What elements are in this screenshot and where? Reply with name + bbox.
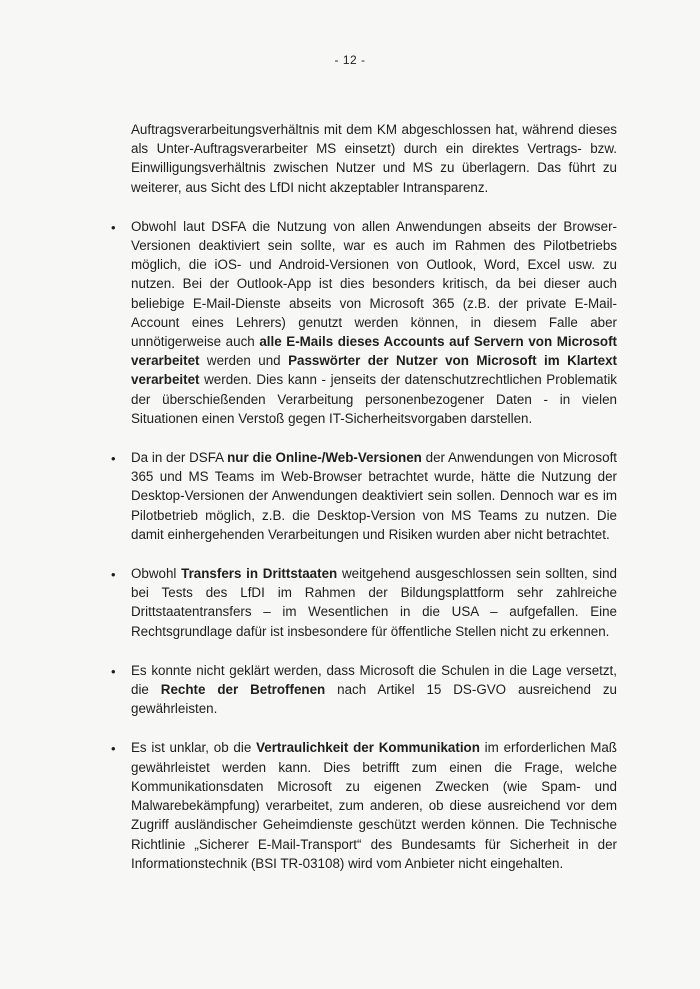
bullet-icon: • <box>111 567 116 583</box>
bullet-text: im erforderlichen Maß gewährleistet werden kann. Dies betrifft zum einen die Frage, welche Kommunikationsdaten Microsoft zu eigenen Zwecken (wie Spam- und Malwarebekämpfung) verarbeitet, zum anderen, ob diese ausreichend vor dem Zugriff ausländischer Geheimdienste geschützt werden können. Die Technische Richtlinie „Sicherer E-Mail-Transport“ des Bundesamts für Sicherheit in der Informationstechnik (BSI TR-03108) wird vom Anbieter nicht eingehalten. <box>131 740 617 871</box>
bullet-text: der Anwendungen von Microsoft 365 und MS Teams im Web-Browser betrachtet wurde, hätte die Nutzung der Desktop-Versionen der Anwendungen deaktiviert sein sollen. Dennoch war es im Pilotbetrieb möglich, z.B. die Desktop-Version von MS Teams zu nutzen. Die damit einhergehenden Verarbeitungen und Risiken wurden aber nicht betrachtet. <box>131 450 618 542</box>
bullet-text: nach Artikel 15 DS-GVO ausreichend zu gewährleisten. <box>131 682 617 717</box>
bullet-text: werden und <box>199 353 289 369</box>
intro-paragraph: Auftragsverarbeitungsverhältnis mit dem KM abgeschlossen hat, während dieses als Unter-Auftragsverarbeiter MS einsetzt) durch ein direktes Vertrags- bzw. Einwilligungsverhältnis zwischen Nutzer und MS zu überlagern. Das führt zu weiterer, aus Sicht des LfDI nicht akzeptabler Intransparenz. <box>131 122 617 195</box>
bullet-icon: • <box>111 219 116 235</box>
bullet-bold-text: Passwörter der Nutzer von Microsoft im Klartext verarbeitet <box>131 353 617 388</box>
bullet-icon: • <box>111 741 116 757</box>
bullet-text: weitgehend ausgeschlossen sein sollten, sind bei Tests des LfDI im Rahmen der Bildungsplattform sehr zahlreiche Drittstaatentransfers – im Wesentlichen in die USA – aufgefallen. Eine Rechtsgrundlage dafür ist insbesondere für öffentliche Stellen nicht zu erkennen. <box>131 566 617 639</box>
bullet-icon: • <box>111 663 116 679</box>
bullet-item-app-versions <box>111 217 617 428</box>
bullet-text: werden. Dies kann - jenseits der datenschutzrechtlichen Problematik der überschießenden Verarbeitung personenbezogener Daten - in vielen Situationen einen Verstoß gegen IT-Sicherheitsvorgaben darstellen. <box>131 372 617 426</box>
bullet-bold-text: Transfers in Drittstaaten <box>181 566 338 582</box>
bullet-item-data-subject-rights <box>111 661 617 719</box>
page-body <box>111 120 618 873</box>
bullet-item-third-country-transfers <box>111 564 617 641</box>
bullet-icon: • <box>111 451 116 467</box>
page-number: - 12 - <box>334 53 366 67</box>
bullet-bold-text: Vertraulichkeit der Kommunikation <box>256 740 480 756</box>
bullet-bold-text: nur die Online-/Web-Versionen <box>227 450 422 466</box>
bullet-bold-text: Rechte der Betroffenen <box>160 682 326 698</box>
bullet-text: Da in der DSFA <box>131 450 228 466</box>
bullet-item-desktop-versions <box>111 448 618 544</box>
bullet-item-communication-confidentiality <box>111 738 617 872</box>
bullet-text: Obwohl <box>131 566 182 582</box>
bullet-text: Obwohl laut DSFA die Nutzung von allen Anwendungen abseits der Browser-Versionen deaktiviert sein sollte, war es auch im Rahmen des Pilotbetriebs möglich, die iOS- und Android-Versionen von Outlook, Word, Excel usw. zu nutzen. Bei der Outlook-App ist dies besonders kritisch, da bei dieser auch beliebige E-Mail-Dienste abseits von Microsoft 365 (z.B. der private E-Mail-Account eines Lehrers) genutzt werden können, in diesem Falle aber unnötigerweise auch <box>131 218 617 350</box>
bullet-text: Es ist unklar, ob die <box>131 740 257 756</box>
bullet-text: Es konnte nicht geklärt werden, dass Microsoft die Schulen in die Lage versetzt, die <box>131 662 617 698</box>
bullet-bold-text: alle E-Mails dieses Accounts auf Servern von Microsoft verarbeitet <box>131 334 617 369</box>
